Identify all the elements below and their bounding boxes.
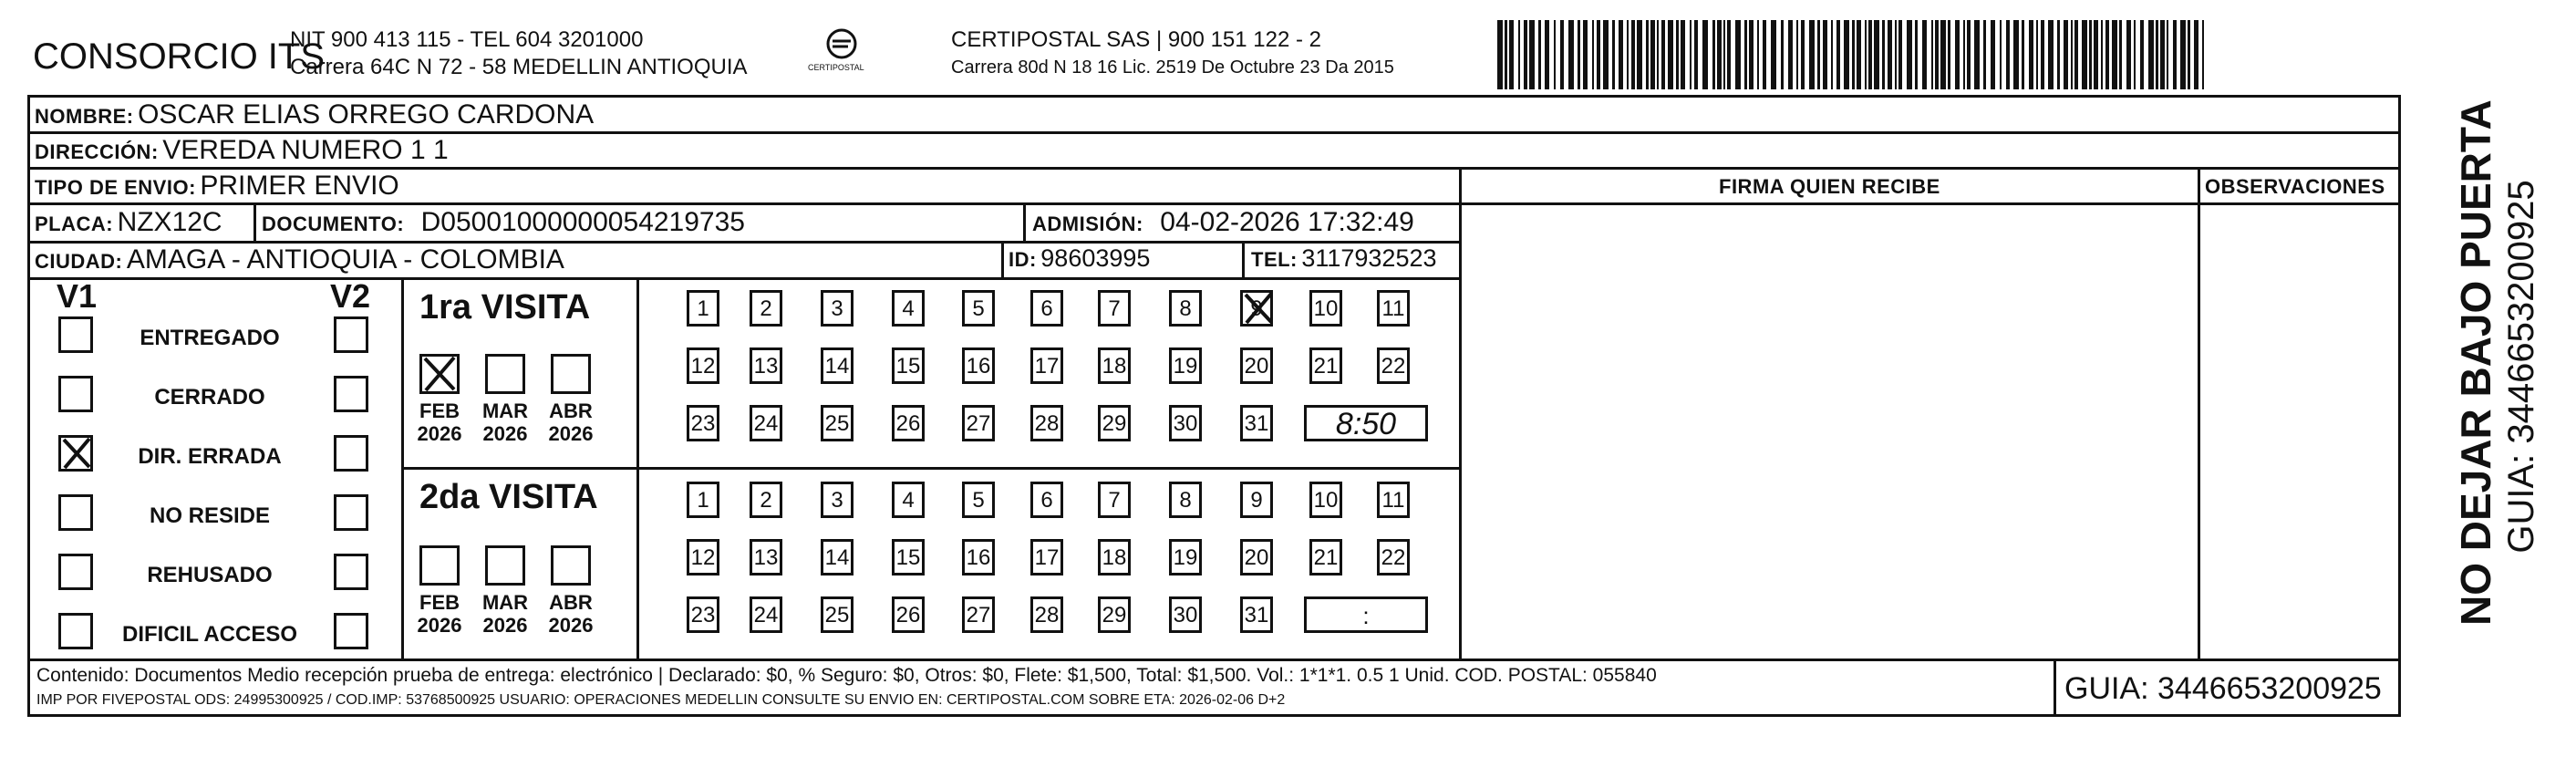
admision-cell: [1032, 209, 1414, 236]
first-day-box[interactable]: 1: [687, 290, 719, 327]
id-cell: [1009, 246, 1150, 271]
barcode-bar: [2119, 20, 2122, 89]
barcode-bar: [1583, 20, 1588, 89]
barcode-bar: [1771, 20, 1776, 89]
second-day-box[interactable]: 14: [821, 539, 853, 576]
barcode-bar: [1801, 20, 1805, 89]
company-nit: NIT 900 413 115 - TEL 604 3201000: [290, 27, 644, 52]
first-day-box[interactable]: 27: [962, 405, 995, 441]
barcode-bar: [2167, 20, 2168, 89]
first-day-box[interactable]: 20: [1240, 347, 1273, 384]
barcode-bar: [1991, 20, 1995, 89]
barcode-bar: [1983, 20, 1986, 89]
barcode-bar: [2094, 20, 2098, 89]
v1-checkbox-2[interactable]: [58, 376, 93, 412]
barcode-bar: [1935, 20, 1939, 89]
barcode-bar: [1497, 20, 1503, 89]
barcode-bar: [2029, 20, 2033, 89]
barcode-bar: [1868, 20, 1872, 89]
first-day-box[interactable]: 8: [1169, 290, 1202, 327]
second-day-box[interactable]: 5: [962, 482, 995, 518]
side-guia: GUIA: 3446653200925: [2501, 180, 2541, 554]
second-time-field[interactable]: :: [1304, 596, 1428, 633]
barcode-bar: [1823, 20, 1827, 89]
month-label: ABR 2026: [548, 591, 594, 638]
barcode-bar: [1852, 20, 1855, 89]
second-visit-label: 2da VISITA: [419, 478, 598, 516]
first-day-box[interactable]: 24: [750, 405, 782, 441]
tel-label: TEL:: [1251, 248, 1298, 271]
feb-check-mark-icon: [421, 356, 458, 392]
v2-checkbox-2[interactable]: [334, 376, 368, 412]
placa-cell: [35, 209, 222, 236]
barcode-bar: [2000, 20, 2002, 89]
month-label: ABR 2026: [548, 399, 594, 446]
barcode-bar: [1668, 20, 1673, 89]
barcode-bar: [1796, 20, 1798, 89]
second-day-box[interactable]: 4: [892, 482, 925, 518]
month-label: MAR 2026: [481, 399, 529, 446]
second-day-box[interactable]: 9: [1240, 482, 1273, 518]
status-label: DIR. ERRADA: [138, 444, 282, 469]
tipo-envio-value: PRIMER ENVIO: [200, 171, 399, 201]
first-visit-label: 1ra VISITA: [419, 288, 591, 327]
first-day-box[interactable]: 26: [892, 405, 925, 441]
barcode-bar: [2006, 20, 2010, 89]
nombre-row: [35, 101, 594, 129]
barcode-bar: [2180, 20, 2186, 89]
second-day-box[interactable]: 24: [750, 596, 782, 633]
month-label: FEB 2026: [417, 591, 462, 638]
barcode-bar: [1744, 20, 1747, 89]
direccion-row: [35, 137, 449, 164]
carrier-name: CERTIPOSTAL SAS | 900 151 122 - 2: [951, 27, 1321, 52]
barcode-bar: [2064, 20, 2068, 89]
barcode-bar: [1637, 20, 1642, 89]
barcode-bar: [1931, 20, 1933, 89]
barcode-bar: [1661, 20, 1665, 89]
side-no-dejar: NO DEJAR BAJO PUERTA: [2452, 99, 2499, 626]
barcode-bar: [2041, 20, 2044, 89]
second-day-box[interactable]: 29: [1098, 596, 1131, 633]
second-day-box[interactable]: 20: [1240, 539, 1273, 576]
v1-checkbox-4[interactable]: [58, 494, 93, 531]
barcode-bar: [1717, 20, 1722, 89]
barcode-bar: [1646, 20, 1649, 89]
first-day-box[interactable]: 13: [750, 347, 782, 384]
barcode-bar: [1895, 20, 1897, 89]
barcode-bar: [1888, 20, 1892, 89]
first-day-box[interactable]: 9: [1240, 290, 1273, 327]
barcode-bar: [2071, 20, 2073, 89]
side-vertical-panel: [2407, 99, 2544, 638]
carrier-license: Carrera 80d N 18 16 Lic. 2519 De Octubre 23 Da 2015: [951, 57, 1394, 78]
second-month-checkbox-2[interactable]: [485, 545, 525, 586]
first-day-box[interactable]: 10: [1309, 290, 1342, 327]
barcode-bar: [2057, 20, 2060, 89]
second-month-checkbox-1[interactable]: [419, 545, 460, 586]
first-day-box[interactable]: 18: [1098, 347, 1131, 384]
nombre-value: OSCAR ELIAS ORREGO CARDONA: [138, 99, 595, 130]
barcode-bar: [1963, 20, 1965, 89]
barcode-bar: [1907, 20, 1912, 89]
certipostal-logo-icon: [810, 26, 874, 80]
barcode-bar: [2101, 20, 2103, 89]
second-day-box[interactable]: 26: [892, 596, 925, 633]
barcode-bar: [1538, 20, 1541, 89]
barcode-bar: [1809, 20, 1815, 89]
barcode-bar: [1967, 20, 1971, 89]
second-day-box[interactable]: 28: [1030, 596, 1063, 633]
barcode-bar: [2188, 20, 2190, 89]
barcode-bar: [1874, 20, 1879, 89]
barcode-bar: [1612, 20, 1615, 89]
second-day-box[interactable]: 19: [1169, 539, 1202, 576]
admision-label: ADMISIÓN:: [1032, 213, 1143, 235]
barcode-bar: [1694, 20, 1698, 89]
v1-checkbox-6[interactable]: [58, 613, 93, 649]
second-day-box[interactable]: 23: [687, 596, 719, 633]
second-day-box[interactable]: 10: [1309, 482, 1342, 518]
barcode-bar: [1592, 20, 1594, 89]
barcode-bar: [1518, 20, 1520, 89]
barcode-bar: [1657, 20, 1659, 89]
first-day-box[interactable]: 7: [1098, 290, 1131, 327]
direccion-label: DIRECCIÓN:: [35, 140, 159, 163]
v2-checkbox-1[interactable]: [334, 316, 368, 353]
barcode-bar: [2126, 20, 2131, 89]
first-day-box[interactable]: 17: [1030, 347, 1063, 384]
documento-label: DOCUMENTO:: [262, 213, 405, 235]
barcode-bar: [2022, 20, 2024, 89]
first-day-box[interactable]: 19: [1169, 347, 1202, 384]
company-address: Carrera 64C N 72 - 58 MEDELLIN ANTIOQUIA: [290, 55, 748, 79]
first-day-box[interactable]: 11: [1377, 290, 1410, 327]
second-day-box[interactable]: 7: [1098, 482, 1131, 518]
barcode-bar: [1749, 20, 1754, 89]
first-day-box[interactable]: 22: [1377, 347, 1410, 384]
barcode-bar: [2202, 20, 2204, 89]
first-day-box[interactable]: 2: [750, 290, 782, 327]
second-day-box[interactable]: 3: [821, 482, 853, 518]
first-day-box[interactable]: 15: [892, 347, 925, 384]
status-label: ENTREGADO: [140, 326, 280, 350]
first-day-box[interactable]: 3: [821, 290, 853, 327]
first-day-box[interactable]: 28: [1030, 405, 1063, 441]
barcode-bar: [1763, 20, 1766, 89]
barcode-icon: [1497, 20, 2210, 89]
barcode-bar: [1676, 20, 1679, 89]
direccion-value: VEREDA NUMERO 1 1: [162, 135, 449, 165]
v2-checkbox-6[interactable]: [334, 613, 368, 649]
v1-check-mark-icon: [60, 437, 93, 470]
status-label: REHUSADO: [147, 563, 273, 587]
first-day-box[interactable]: 16: [962, 347, 995, 384]
barcode-bar: [1554, 20, 1556, 89]
barcode-bar: [1723, 20, 1725, 89]
second-day-box[interactable]: 22: [1377, 539, 1410, 576]
barcode-bar: [1727, 20, 1731, 89]
barcode-bar: [2156, 20, 2158, 89]
documento-cell: [262, 209, 745, 236]
documento-value: D05001000000054219735: [420, 207, 745, 237]
first-day-box[interactable]: 12: [687, 347, 719, 384]
second-day-box[interactable]: 15: [892, 539, 925, 576]
first-month-checkbox-3[interactable]: [551, 354, 591, 394]
placa-label: PLACA:: [35, 213, 114, 235]
barcode-bar: [1955, 20, 1960, 89]
footer-print-info: IMP POR FIVEPOSTAL ODS: 24995300925 / COD.IMP: 53768500925 USUARIO: OPERACIONES MEDELLIN CONSULTE SU ENVIO EN: CERTIPOSTAL.COM SOBRE ETA: 2026-02-06 D+2: [36, 692, 1286, 708]
footer-guia: GUIA: 3446653200925: [2064, 671, 2382, 706]
barcode-bar: [2134, 20, 2136, 89]
v1-checkbox-1[interactable]: [58, 316, 93, 353]
firma-label: FIRMA QUIEN RECIBE: [1719, 175, 1940, 198]
barcode-bar: [1509, 20, 1514, 89]
second-day-box[interactable]: 27: [962, 596, 995, 633]
barcode-bar: [1735, 20, 1741, 89]
barcode-bar: [1619, 20, 1623, 89]
status-label: CERRADO: [154, 385, 265, 410]
barcode-bar: [1603, 20, 1609, 89]
barcode-bar: [1940, 20, 1946, 89]
first-day-box[interactable]: 31: [1240, 405, 1273, 441]
second-day-box[interactable]: 16: [962, 539, 995, 576]
barcode-bar: [2194, 20, 2198, 89]
tel-cell: [1251, 246, 1437, 271]
barcode-bar: [1578, 20, 1580, 89]
placa-value: NZX12C: [117, 207, 222, 237]
nombre-label: NOMBRE:: [35, 105, 134, 128]
barcode-bar: [1898, 20, 1902, 89]
barcode-bar: [2112, 20, 2117, 89]
barcode-bar: [1922, 20, 1927, 89]
first-day-box[interactable]: 29: [1098, 405, 1131, 441]
barcode-bar: [1545, 20, 1549, 89]
status-label: NO RESIDE: [149, 503, 271, 528]
admision-value: 04-02-2026 17:32:49: [1160, 207, 1414, 237]
v2-label: V2: [330, 277, 371, 315]
tel-value: 3117932523: [1301, 244, 1437, 272]
ciudad-value: AMAGA - ANTIOQUIA - COLOMBIA: [126, 244, 564, 275]
barcode-bar: [1712, 20, 1715, 89]
second-day-box[interactable]: 18: [1098, 539, 1131, 576]
v2-checkbox-3[interactable]: [334, 435, 368, 472]
barcode-bar: [2160, 20, 2165, 89]
barcode-bar: [1948, 20, 1950, 89]
barcode-bar: [1817, 20, 1820, 89]
status-label: DIFICIL ACCESO: [121, 622, 297, 647]
id-value: 98603995: [1040, 244, 1151, 272]
first-month-checkbox-2[interactable]: [485, 354, 525, 394]
observaciones-label: OBSERVACIONES: [2205, 175, 2385, 198]
barcode-bar: [2089, 20, 2092, 89]
barcode-bar: [2148, 20, 2154, 89]
barcode-bar: [1702, 20, 1708, 89]
barcode-bar: [2105, 20, 2109, 89]
second-day-box[interactable]: 1: [687, 482, 719, 518]
barcode-bar: [2048, 20, 2054, 89]
first-day-box[interactable]: 30: [1169, 405, 1202, 441]
company-name: CONSORCIO ITS: [33, 36, 326, 77]
barcode-bar: [1631, 20, 1635, 89]
barcode-bar: [1529, 20, 1535, 89]
barcode-bar: [2074, 20, 2078, 89]
barcode-bar: [2013, 20, 2019, 89]
second-day-box[interactable]: 25: [821, 596, 853, 633]
barcode-bar: [1788, 20, 1793, 89]
barcode-bar: [1915, 20, 1918, 89]
first-day-box[interactable]: 14: [821, 347, 853, 384]
second-day-box[interactable]: 31: [1240, 596, 1273, 633]
barcode-bar: [1681, 20, 1685, 89]
ciudad-label: CIUDAD:: [35, 250, 123, 273]
barcode-bar: [1524, 20, 1527, 89]
barcode-bar: [1781, 20, 1784, 89]
ciudad-cell: [35, 246, 564, 274]
tipo-envio-label: TIPO DE ENVIO:: [35, 176, 196, 199]
barcode-bar: [1882, 20, 1885, 89]
second-month-checkbox-3[interactable]: [551, 545, 591, 586]
v1-checkbox-5[interactable]: [58, 554, 93, 590]
barcode-bar: [1627, 20, 1629, 89]
barcode-bar: [1836, 20, 1840, 89]
v2-checkbox-4[interactable]: [334, 494, 368, 531]
barcode-bar: [1865, 20, 1867, 89]
barcode-bar: [1757, 20, 1759, 89]
second-day-box[interactable]: 12: [687, 539, 719, 576]
id-label: ID:: [1009, 248, 1037, 271]
barcode-bar: [2036, 20, 2038, 89]
tipo-envio-row: [35, 172, 399, 200]
first-day-box[interactable]: 4: [892, 290, 925, 327]
barcode-bar: [1650, 20, 1655, 89]
barcode-bar: [1505, 20, 1507, 89]
second-day-box[interactable]: 17: [1030, 539, 1063, 576]
second-day-box[interactable]: 21: [1309, 539, 1342, 576]
barcode-bar: [1560, 20, 1564, 89]
first-day-box[interactable]: 5: [962, 290, 995, 327]
barcode-bar: [1831, 20, 1833, 89]
month-label: MAR 2026: [481, 591, 529, 638]
footer-contents: Contenido: Documentos Medio recepción prueba de entrega: electrónico | Declarado: $0, % Seguro: $0, Otros: $0, Flete: $1,500, Total: $1,500. Vol.: 1*1*1. 0.5 1 Unid. COD. POSTAL: 055840: [36, 665, 1657, 686]
first-time-field[interactable]: 8:50: [1304, 405, 1428, 441]
barcode-bar: [1597, 20, 1600, 89]
barcode-bar: [1690, 20, 1691, 89]
second-day-box[interactable]: 6: [1030, 482, 1063, 518]
second-day-box[interactable]: 11: [1377, 482, 1410, 518]
first-day-box[interactable]: 25: [821, 405, 853, 441]
v2-checkbox-5[interactable]: [334, 554, 368, 590]
barcode-bar: [2140, 20, 2144, 89]
barcode-bar: [1568, 20, 1574, 89]
v1-label: V1: [57, 277, 98, 315]
day-cross-mark-icon: [1242, 292, 1275, 325]
month-label: FEB 2026: [417, 399, 462, 446]
first-day-box[interactable]: 6: [1030, 290, 1063, 327]
second-day-box[interactable]: 13: [750, 539, 782, 576]
barcode-bar: [2082, 20, 2087, 89]
barcode-bar: [1857, 20, 1861, 89]
first-day-box[interactable]: 21: [1309, 347, 1342, 384]
second-day-box[interactable]: 2: [750, 482, 782, 518]
logo-text: CERTIPOSTAL: [808, 63, 864, 72]
second-day-box[interactable]: 30: [1169, 596, 1202, 633]
barcode-bar: [1974, 20, 1980, 89]
barcode-bar: [1844, 20, 1849, 89]
second-day-box[interactable]: 8: [1169, 482, 1202, 518]
barcode-bar: [2173, 20, 2177, 89]
first-day-box[interactable]: 23: [687, 405, 719, 441]
